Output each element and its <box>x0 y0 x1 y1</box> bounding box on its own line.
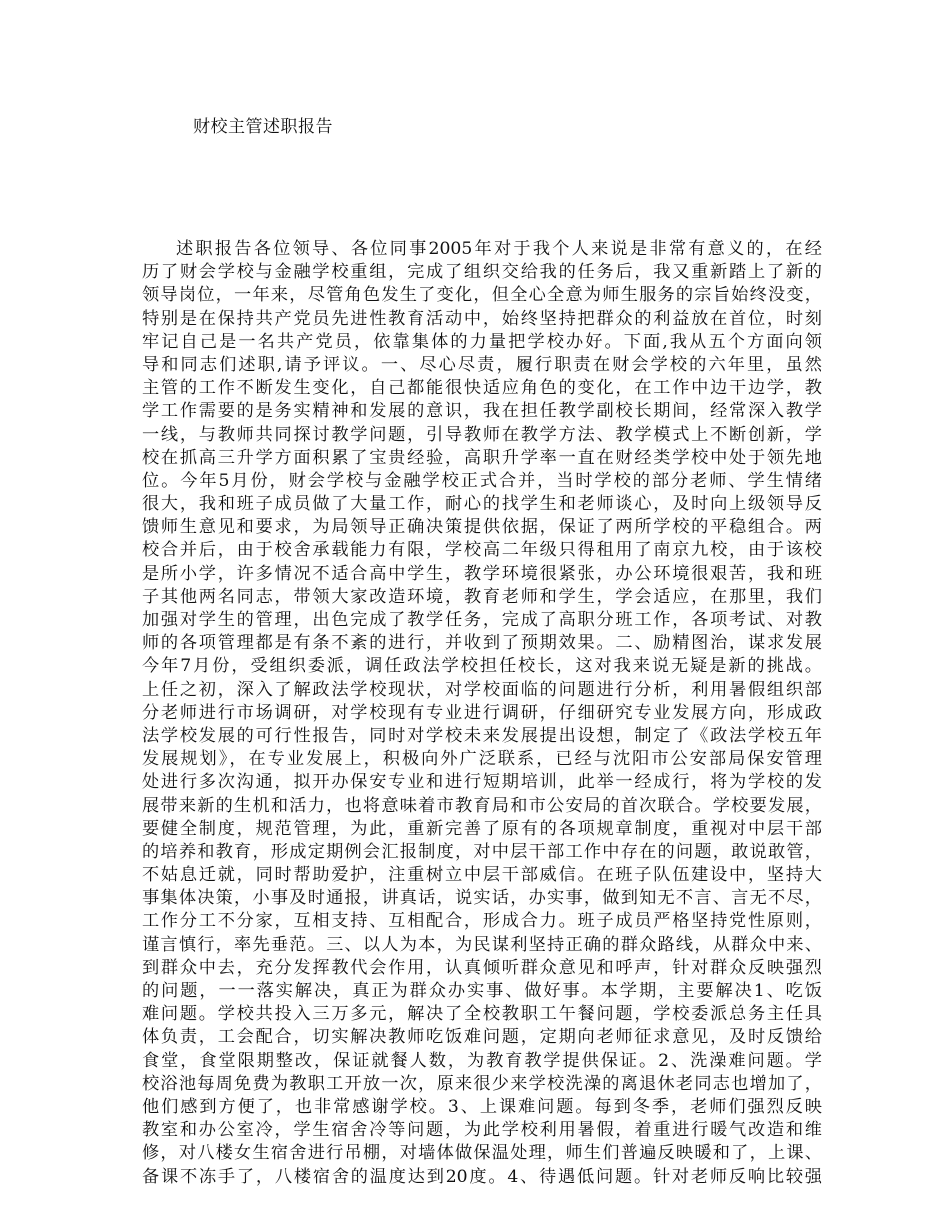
body-text-line: 馈师生意见和要求，为局领导正确决策提供依据，保证了两所学校的平稳组合。两 <box>142 517 822 538</box>
body-text-line: 主管的工作不断发生变化，自己都能很快适应角色的变化，在工作中边干边学，教 <box>142 378 822 399</box>
body-text-line: 食堂，食堂限期整改，保证就餐人数，为教育教学提供保证。2、洗澡难问题。学 <box>142 1050 822 1071</box>
body-text-line: 备课不冻手了，八楼宿舍的温度达到20度。4、待遇低问题。针对老师反响比较强 <box>142 1166 822 1187</box>
body-text-line: 展带来新的生机和活力，也将意味着市教育局和市公安局的首次联合。学校要发展， <box>142 795 822 816</box>
body-text-line: 加强对学生的管理，出色完成了教学任务，完成了高职分班工作，各项考试、对教 <box>142 610 822 630</box>
body-text-line: 位。今年5月份，财会学校与金融学校正式合并，当时学校的部分老师、学生情绪 <box>142 470 822 491</box>
body-text-line: 难问题。学校共投入三万多元，解决了全校教职工午餐问题，学校委派总务主任具 <box>142 1004 822 1025</box>
body-text-line: 今年7月份，受组织委派，调任政法学校担任校长，这对我来说无疑是新的挑战。 <box>142 656 822 677</box>
body-text-line: 谨言慎行，率先垂范。三、以人为本，为民谋利坚持正确的群众路线，从群众中来、 <box>142 934 822 955</box>
body-text-line: 牢记自己是一名共产党员，依靠集体的力量把学校办好。下面,我从五个方面向领 <box>142 331 822 352</box>
body-text-line: 历了财会学校与金融学校重组，完成了组织交给我的任务后，我又重新踏上了新的 <box>142 262 822 283</box>
body-text-line: 上任之初，深入了解政法学校现状，对学校面临的问题进行分析，利用暑假组织部 <box>142 679 822 700</box>
body-text-line: 校浴池每周免费为教职工开放一次，原来很少来学校洗澡的离退休老同志也增加了， <box>142 1073 822 1094</box>
body-text-line: 发展规划》，在专业发展上，积极向外广泛联系，已经与沈阳市公安部局保安管理 <box>142 749 822 770</box>
body-text-line: 的问题，一一落实解决，真正为群众办实事、做好事。本学期，主要解决1、吃饭 <box>142 981 822 1001</box>
body-text-line: 校在抓高三升学方面积累了宝贵经验，高职升学率一直在财经类学校中处于领先地 <box>142 447 822 468</box>
body-text-line: 师的各项管理都是有条不紊的进行，并收到了预期效果。二、励精图治，谋求发展 <box>142 633 822 654</box>
body-text-line: 子其他两名同志，带领大家改造环境，教育老师和学生，学会适应，在那里，我们 <box>142 586 822 607</box>
body-text-line: 他们感到方便了，也非常感谢学校。3、上课难问题。每到冬季，老师们强烈反映 <box>142 1096 822 1117</box>
body-text-line: 到群众中去，充分发挥教代会作用，认真倾听群众意见和呼声，针对群众反映强烈 <box>142 957 822 978</box>
body-text-line: 工作分工不分家，互相支持、互相配合，形成合力。班子成员严格坚持党性原则， <box>142 911 822 932</box>
body-text-line: 法学校发展的可行性报告，同时对学校未来发展提出设想，制定了《政法学校五年 <box>142 725 822 746</box>
body-text-line: 领导岗位，一年来，尽管角色发生了变化，但全心全意为师生服务的宗旨始终没变， <box>142 285 822 306</box>
body-text-line: 修，对八楼女生宿舍进行吊棚，对墙体做保温处理，师生们普遍反映暖和了，上课、 <box>142 1143 822 1164</box>
body-text-line: 体负责，工会配合，切实解决教师吃饭难问题，定期向老师征求意见，及时反馈给 <box>142 1027 822 1048</box>
body-text-line: 很大，我和班子成员做了大量工作，耐心的找学生和老师谈心，及时向上级领导反 <box>142 494 822 515</box>
body-text-line: 是所小学，许多情况不适合高中学生，教学环境很紧张，办公环境很艰苦，我和班 <box>142 563 822 584</box>
body-text-line: 学工作需要的是务实精神和发展的意识，我在担任教学副校长期间，经常深入教学 <box>142 401 822 422</box>
body-text-line: 处进行多次沟通，拟开办保安专业和进行短期培训，此举一经成行，将为学校的发 <box>142 772 822 793</box>
body-text-line: 一线，与教师共同探讨教学问题，引导教师在教学方法、教学模式上不断创新，学 <box>142 424 822 445</box>
body-text-line: 导和同志们述职,请予评议。一、尽心尽责，履行职责在财会学校的六年里，虽然 <box>142 354 822 375</box>
body-text-line: 分老师进行市场调研，对学校现有专业进行调研，仔细研究专业发展方向，形成政 <box>142 702 822 723</box>
document-title: 财校主管述职报告 <box>193 117 333 137</box>
body-text-line: 不姑息迁就，同时帮助爱护，注重树立中层干部威信。在班子队伍建设中，坚持大 <box>142 865 822 886</box>
body-text-line: 特别是在保持共产党员先进性教育活动中，始终坚持把群众的利益放在首位，时刻 <box>142 308 822 329</box>
body-text-line: 教室和办公室冷，学生宿舍冷等问题，为此学校利用暑假，着重进行暖气改造和维 <box>142 1120 822 1141</box>
body-text-line: 校合并后，由于校舍承载能力有限，学校高二年级只得租用了南京九校，由于该校 <box>142 540 822 561</box>
body-text-line: 述职报告各位领导、各位同事2005年对于我个人来说是非常有意义的，在经 <box>176 239 822 259</box>
body-text-line: 要健全制度，规范管理，为此，重新完善了原有的各项规章制度，重视对中层干部 <box>142 818 822 839</box>
body-text-line: 的培养和教育，形成定期例会汇报制度，对中层干部工作中存在的问题，敢说敢管， <box>142 841 822 862</box>
document-body <box>142 238 822 1189</box>
body-text-line: 事集体决策，小事及时通报，讲真话，说实话，办实事，做到知无不言、言无不尽， <box>142 888 822 909</box>
